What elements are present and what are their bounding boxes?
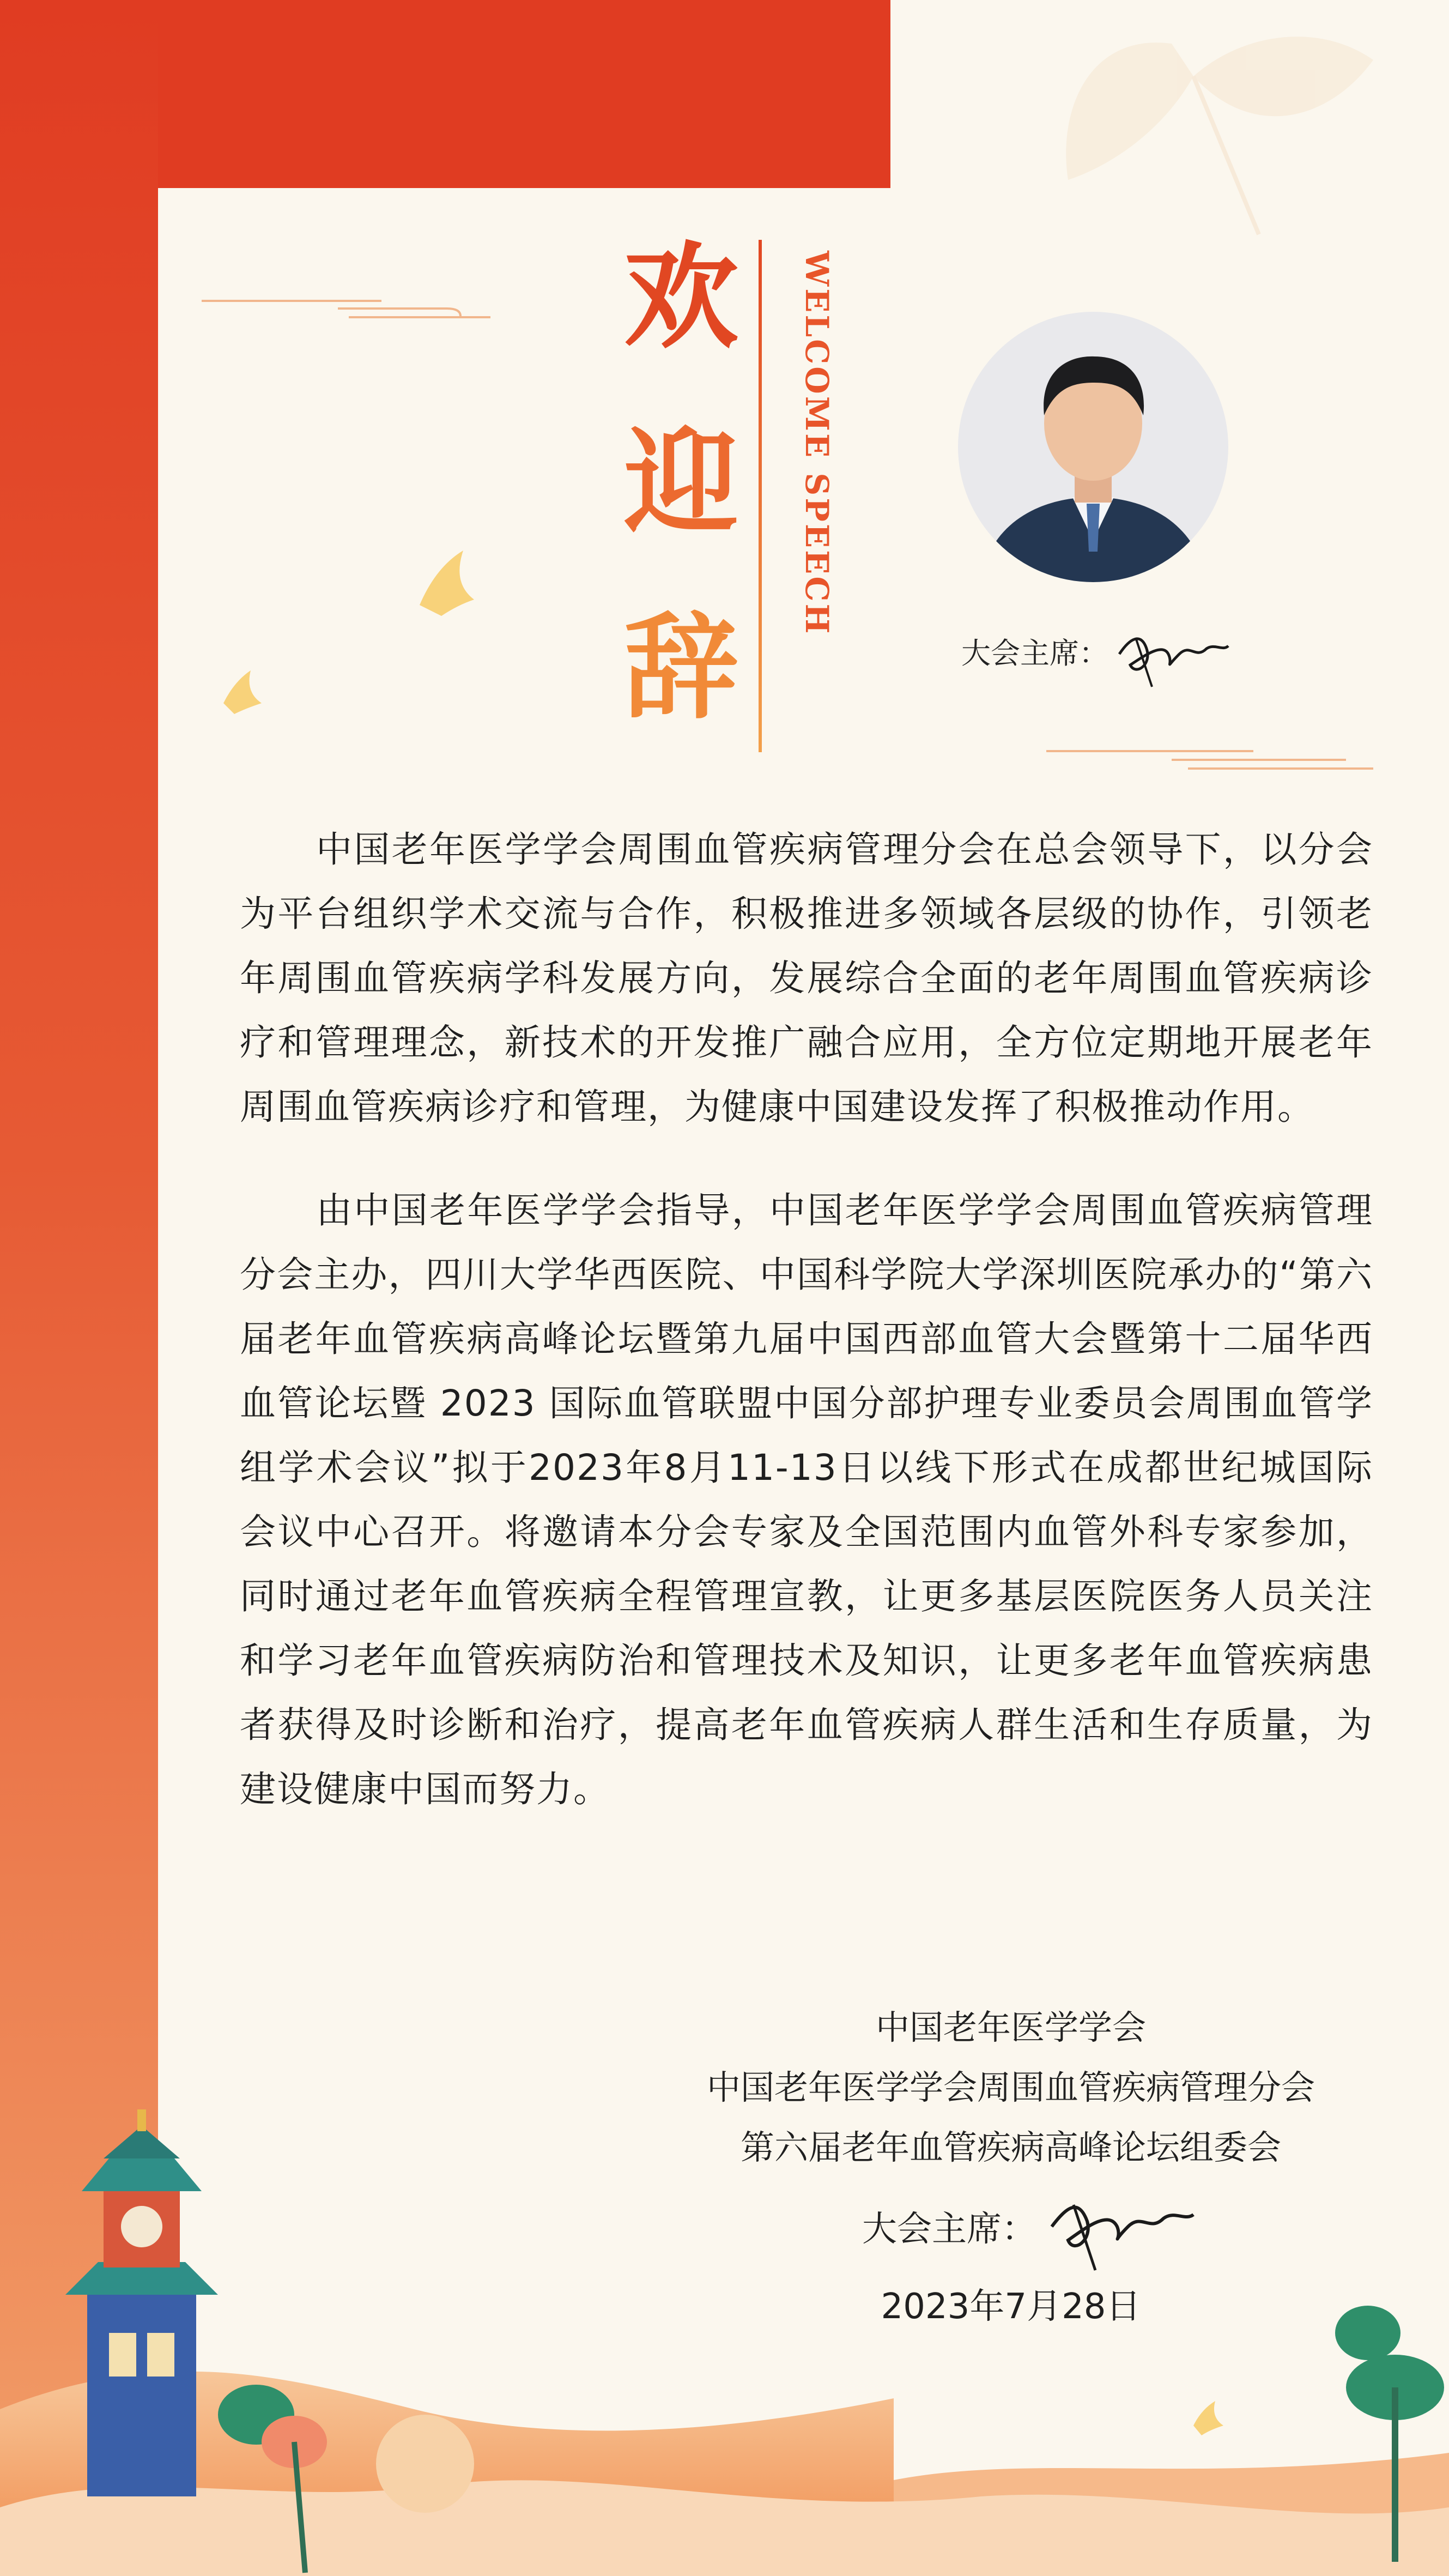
chair-signature-bottom <box>1046 2178 1199 2276</box>
speech-date: 2023年7月28日 <box>881 2287 1141 2327</box>
title-char-1: 欢 <box>623 229 738 364</box>
title-char-2: 迎 <box>623 415 738 549</box>
organizer-1: 中国老年医学学会 <box>875 2007 1146 2047</box>
organizer-3: 第六届老年血管疾病高峰论坛组委会 <box>740 2127 1281 2167</box>
chair-portrait <box>958 312 1228 582</box>
speech-body <box>240 818 1373 1861</box>
speech-paragraph-1: 中国老年医学学会周围血管疾病管理分会在总会领导下，以分会为平台组织学术交流与合作，积极推进多领域各层级的协作，引领老年周围血管疾病学科发展方向，发展综合全面的老年周围血管疾病诊疗和管理理念，新技术的开发推广融合应用，全方位定期地开展老年周围血管疾病诊疗和管理，为健康中国建设发挥了积极推动作用。 <box>240 829 1373 1128</box>
organizer-list <box>599 1998 1422 2178</box>
organizer-2: 中国老年医学学会周围血管疾病管理分会 <box>706 2067 1315 2107</box>
chair-label-bottom: 大会主席： <box>862 2209 1036 2250</box>
speech-paragraph-2: 由中国老年医学学会指导，中国老年医学学会周围血管疾病管理分会主办，四川大学华西医院、中国科学院大学深圳医院承办的“第六届老年血管疾病高峰论坛暨第九届中国西部血管大会暨第十二届华西血管论坛暨 2023 国际血管联盟中国分部护理专业委员会周围血管学组学术会议”拟于2023年8月11-13日以线下形式在成都世纪城国际会议中心召开。将邀请本分会专家及全国范围内血管外科专家参加，同时通过老年血管疾病全程管理宣教，让更多基层医院医务人员关注和学习老年血管疾病防治和管理技术及知识，让更多老年血管疾病患者获得及时诊断和治疗，提高老年血管疾病人群生活和生存质量，为建设健康中国而努力。 <box>240 1189 1373 1810</box>
chair-signature-top <box>1114 616 1234 692</box>
chair-portrait-image <box>958 312 1228 582</box>
title-char-3: 辞 <box>623 600 738 735</box>
welcome-title <box>599 229 763 769</box>
chair-label-top: 大会主席： <box>961 636 1108 670</box>
welcome-english-title: WELCOME SPEECH <box>798 251 835 636</box>
title-divider <box>759 240 762 752</box>
